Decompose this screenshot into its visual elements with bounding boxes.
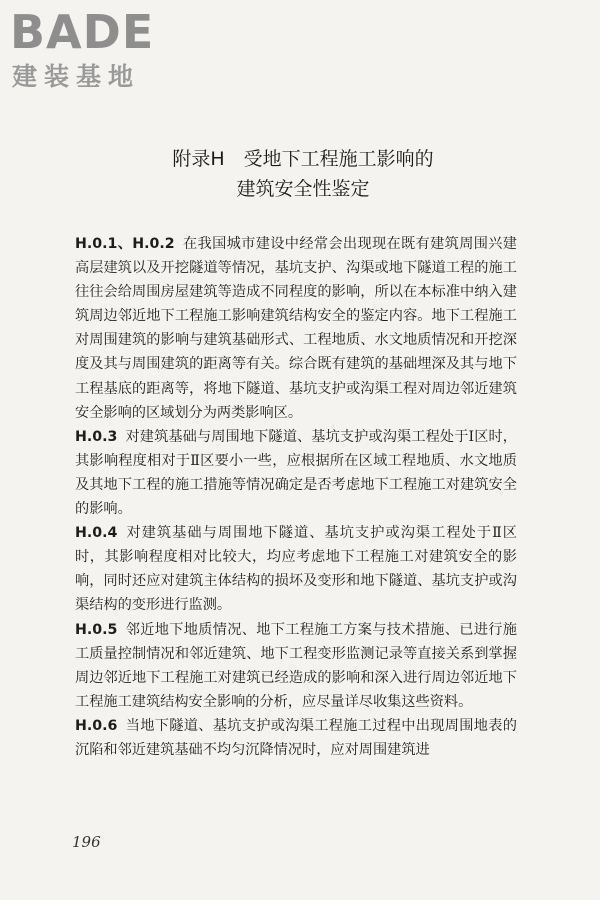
paragraph-h-0-5 [75, 618, 517, 714]
paragraph-h-0-6 [75, 714, 517, 762]
clause-number: H.0.5 [75, 621, 118, 638]
logo [10, 6, 180, 94]
logo-chinese-name: 建装基地 [12, 62, 141, 91]
clause-text: 在我国城市建设中经常会出现现在既有建筑周围兴建高层建筑以及开挖隧道等情况，基坑支护、沟渠或地下隧道工程的施工往往会给周围房屋建筑等造成不同程度的影响，所以在本标准中纳入建筑周边邻近地下工程施工影响建筑结构安全的鉴定内容。地下工程施工对周围建筑的影响与建筑基础形式、工程地质、水文地质情况和开挖深度及其与周围建筑的距离等有关。综合既有建筑的基础埋深及其与地下工程基底的距离等，将地下隧道、基坑支护或沟渠工程对周边邻近建筑安全影响的区域划分为两类影响区。 [75, 236, 517, 421]
title-line-2: 建筑安全性鉴定 [236, 178, 370, 200]
body-text [75, 232, 517, 762]
paragraph-h-0-1 [75, 232, 517, 425]
logo-wordmark: BADE [10, 5, 155, 59]
clause-number: H.0.6 [75, 717, 118, 734]
clause-number: H.0.3 [75, 428, 118, 445]
clause-number: H.0.4 [75, 525, 118, 542]
page-number: 196 [72, 833, 101, 851]
title-line-1: 附录H 受地下工程施工影响的 [172, 148, 434, 170]
clause-number: H.0.1、H.0.2 [75, 236, 175, 252]
clause-text: 邻近地下地质情况、地下工程施工方案与技术措施、已进行施工质量控制情况和邻近建筑、地下工程变形监测记录等直接关系到掌握周边邻近地下工程施工对建筑已经造成的影响和深入进行周边邻近地下工程施工建筑结构安全影响的分析，应尽量详尽收集这些资料。 [75, 621, 517, 710]
appendix-title [0, 144, 600, 204]
paragraph-h-0-3 [75, 425, 517, 521]
clause-text: 当地下隧道、基坑支护或沟渠工程施工过程中出现周围地表的沉陷和邻近建筑基础不均匀沉降情况时，应对周围建筑进 [75, 717, 517, 758]
paragraph-h-0-4 [75, 521, 517, 617]
clause-text: 对建筑基础与周围地下隧道、基坑支护或沟渠工程处于Ⅱ区时，其影响程度相对比较大，均应考虑地下工程施工对建筑安全的影响，同时还应对建筑主体结构的损坏及变形和地下隧道、基坑支护或沟渠结构的变形进行监测。 [75, 525, 517, 614]
clause-text: 对建筑基础与周围地下隧道、基坑支护或沟渠工程处于Ⅰ区时，其影响程度相对于Ⅱ区要小一些，应根据所在区域工程地质、水文地质及其地下工程的施工措施等情况确定是否考虑地下工程施工对建筑安全的影响。 [75, 428, 517, 518]
